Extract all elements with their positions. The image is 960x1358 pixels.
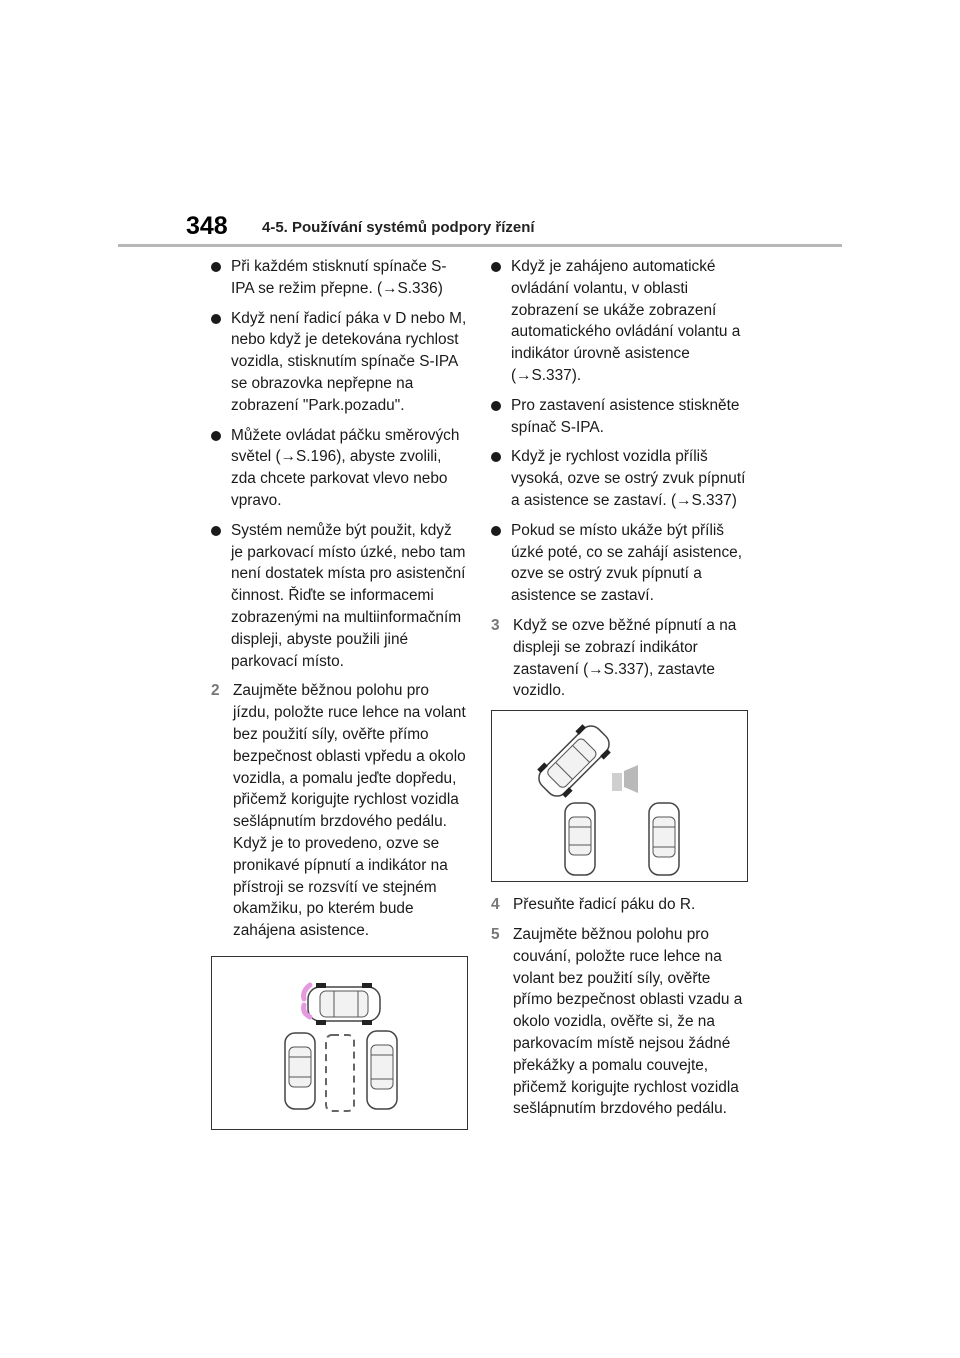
parking-illustration-forward — [211, 956, 468, 1130]
bullet-item — [491, 395, 747, 439]
step-number: 2 — [211, 682, 220, 700]
bullet-dot-icon — [491, 452, 501, 462]
bullet-item — [211, 520, 467, 673]
page-number: 348 — [186, 212, 228, 240]
step-text: Zaujměte běžnou polohu pro couvání, položte ruce lehce na volant bez použití síly, ověřte přímo bezpečnost oblasti vzadu a okolo vozidla, ověřte si, že na parkovacím místě nejsou žádné překážky a pomalu couvejte, přičemž korigujte rychlost vozidla sešlápnutím brzdového pedálu. — [513, 925, 743, 1118]
bullet-dot-icon — [211, 262, 221, 272]
step-text: Přesuňte řadicí páku do R. — [513, 896, 696, 914]
parking-slot-outline — [326, 1035, 354, 1111]
step-number: 3 — [491, 616, 500, 634]
step-5 — [491, 924, 747, 1120]
bullet-text: Pokud se místo ukáže být příliš úzké poté, co se zahájí asistence, ozve se ostrý zvuk pípnutí a asistence se zastaví. — [511, 521, 742, 605]
bullet-item — [211, 308, 467, 417]
bullet-text: Můžete ovládat páčku směrových světel (→S.196), abyste zvolili, zda chcete parkovat vlevo nebo vpravo. — [231, 426, 460, 509]
parked-car-icon — [565, 803, 595, 875]
bullet-item — [211, 256, 467, 300]
bullet-item — [491, 520, 747, 607]
step-3 — [491, 615, 747, 702]
car-parking-diagram — [212, 957, 467, 1129]
bullet-item — [491, 256, 747, 387]
parked-car-icon — [285, 1033, 315, 1109]
right-column — [491, 256, 747, 1128]
step-number: 5 — [491, 925, 500, 943]
bullet-dot-icon — [491, 262, 501, 272]
bullet-text: Při každém stisknutí spínače S-IPA se režim přepne. (→S.336) — [231, 258, 447, 297]
step-2 — [211, 680, 467, 942]
header-rule — [118, 244, 842, 247]
parked-car-icon — [649, 803, 679, 875]
moving-car-icon — [308, 983, 380, 1025]
left-column — [211, 256, 467, 1130]
bullet-dot-icon — [491, 401, 501, 411]
angled-car-icon — [532, 719, 617, 804]
bullet-dot-icon — [211, 314, 221, 324]
bullet-text: Když je rychlost vozidla příliš vysoká, ozve se ostrý zvuk pípnutí a asistence se zastaví. (→S.337) — [511, 448, 746, 509]
section-title: 4-5. Používání systémů podpory řízení — [262, 219, 535, 236]
bullet-dot-icon — [211, 431, 221, 441]
bullet-text: Systém nemůže být použit, když je parkovací místo úzké, nebo tam není dostatek místa pro asistenční činnost. Řiďte se informacemi zobrazenými na multiinformačním displeji, abyste použili jiné parkovací místo. — [231, 521, 466, 670]
bullet-text: Pro zastavení asistence stiskněte spínač S-IPA. — [511, 396, 740, 436]
step-4 — [491, 894, 747, 916]
bullet-item — [211, 425, 467, 512]
bullet-dot-icon — [491, 526, 501, 536]
stop-arrow-icon — [624, 765, 638, 793]
bullet-text: Když je zahájeno automatické ovládání volantu, v oblasti zobrazení se ukáže zobrazení automatického ovládání volantu a indikátor úrovně asistence (→S.337). — [511, 258, 741, 384]
bullet-dot-icon — [211, 526, 221, 536]
parking-illustration-stop — [491, 710, 748, 882]
step-number: 4 — [491, 896, 500, 914]
car-stop-diagram — [492, 711, 747, 881]
parked-car-icon — [367, 1031, 397, 1109]
step-text: Když se ozve běžné pípnutí a na displeji se zobrazí indikátor zastavení (→S.337), zastavte vozidlo. — [513, 616, 737, 700]
bullet-text: Když není řadicí páka v D nebo M, nebo když je detekována rychlost vozidla, stisknutím spínače S-IPA se obrazovka nepřepne na zobrazení "Park.pozadu". — [231, 309, 467, 414]
step-text: Zaujměte běžnou polohu pro jízdu, položte ruce lehce na volant bez použití síly, ověřte přímo bezpečnost oblasti vpředu a okolo vozidla, a pomalu jeďte dopředu, přičemž korigujte rychlost vozidla sešlápnutím brzdového pedálu. Když je to provedeno, ozve se pronikavé pípnutí a indikátor na přístroji se rozsvítí ve stejném okamžiku, po kterém bude zahájena asistence. — [233, 682, 466, 940]
bullet-item — [491, 446, 747, 511]
